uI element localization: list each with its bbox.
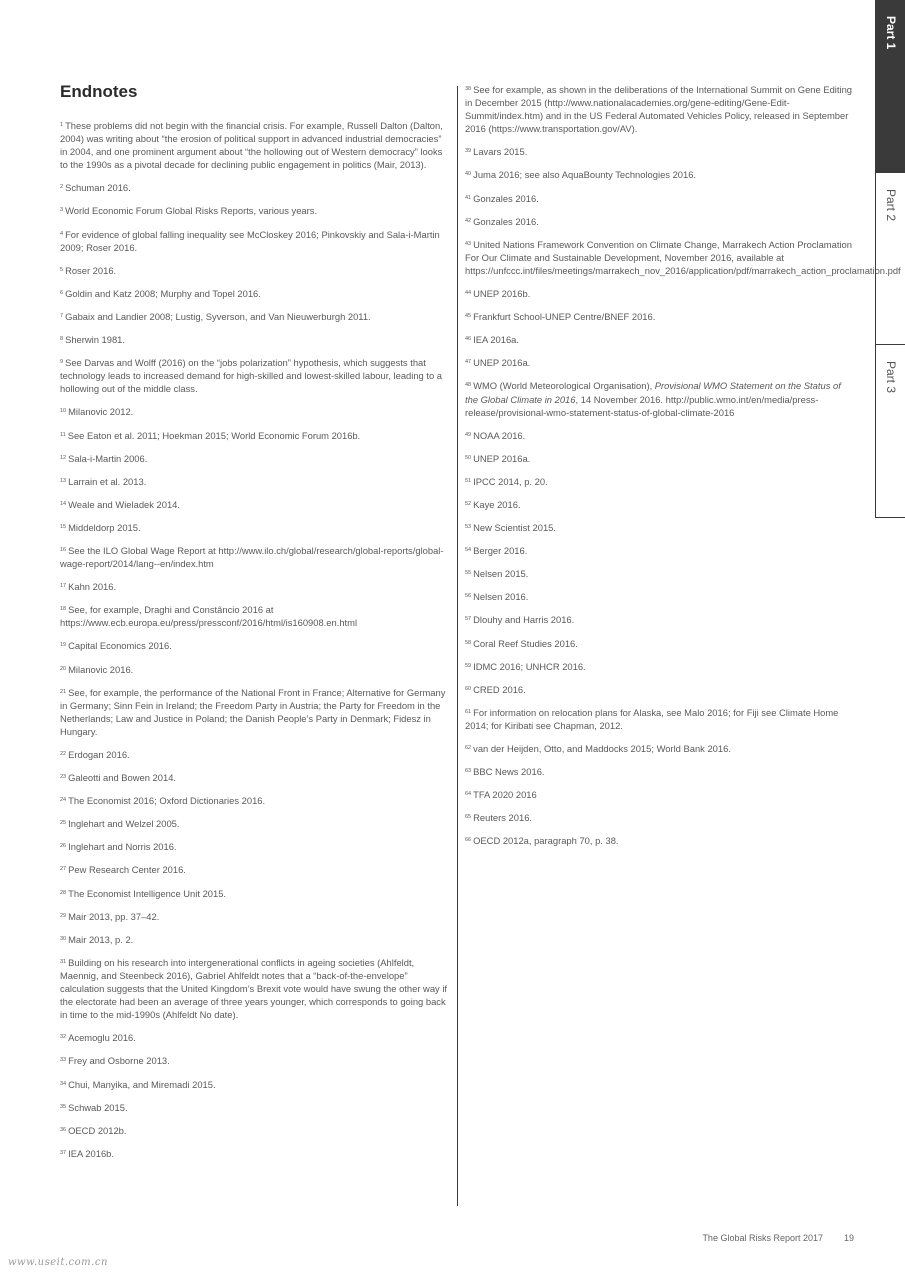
endnote-text: See the ILO Global Wage Report at http://www.ilo.ch/global/research/global-reports/global-wage-report/2014/lang--en/index.htm	[60, 544, 444, 570]
endnote-text: OECD 2012a, paragraph 70, p. 38.	[473, 835, 619, 847]
endnote-number: 11	[60, 431, 66, 438]
endnote-text: These problems did not begin with the financial crisis. For example, Russell Dalton (Dalton, 2004) was writing about “the erosion of political support in advanced industrial democracies” in 2004, and one prominent argument about “the hollowing out of Western democracy” looks to the 1990s as a pivotal decade for declining public engagement in politics (Mair, 2013).	[60, 120, 443, 171]
endnote-number: 23	[60, 774, 67, 781]
endnote-text: Roser 2016.	[65, 264, 117, 276]
endnote-text: The Economist 2016; Oxford Dictionaries 2016.	[68, 795, 266, 807]
endnote-number: 61	[465, 708, 472, 715]
endnote-44	[465, 287, 855, 300]
endnote-text: IEA 2016a.	[473, 334, 519, 346]
endnote-text: Building on his research into intergenerational conflicts in ageing societies (Ahlfeldt, Maennig, and Steenbeck 2016), Gabriel Ahlfeldt notes that a “back-of-the-envelope” calculation suggests that the United Kingdom’s Brexit vote would have swung the other way if the electorate had been an average of three years younger, which corresponds to going back in time to the mid-1990s (Ahlfeldt No date).	[60, 956, 448, 1021]
tab-part-2[interactable]	[875, 172, 905, 345]
endnote-64	[465, 788, 855, 801]
endnote-number: 13	[60, 477, 67, 484]
endnote-text: See for example, as shown in the deliberations of the International Summit on Gene Editing in December 2015 (http://www.nationalacademies.org/gene-editing/Gene-Edit-Summit/index.htm) and in the US Federal Automated Vehicles Policy, released in September 2016 (https://www.transportation.gov/AV).	[465, 84, 852, 135]
endnote-27	[60, 863, 450, 876]
endnote-42	[465, 215, 855, 228]
endnote-4	[60, 228, 450, 254]
page-title: Endnotes	[60, 82, 138, 101]
watermark: www.useit.com.cn	[8, 1257, 108, 1268]
endnote-46	[465, 333, 855, 346]
endnotes-left-column	[60, 119, 450, 1170]
endnote-number: 52	[465, 500, 472, 507]
tab-part-1[interactable]	[875, 0, 905, 172]
endnote-text: For information on relocation plans for Alaska, see Malo 2016; for Fiji see Climate Home 2014; for Kiribati see Chapman, 2012.	[465, 706, 839, 731]
endnote-17	[60, 580, 450, 593]
endnote-number: 18	[60, 606, 67, 613]
endnote-number: 46	[465, 336, 472, 343]
endnote-text: United Nations Framework Convention on Climate Change, Marrakech Action Proclamation For Our Climate and Sustainable Development, November 2016, available at https://unfccc.int/files/meetings/marrakech_nov_2016/application/pdf/marrakech_action_proclamation.pdf	[465, 238, 901, 276]
endnote-22	[60, 748, 450, 761]
endnote-text: UNEP 2016b.	[473, 288, 531, 300]
endnote-number: 44	[465, 290, 472, 297]
endnote-21	[60, 686, 450, 738]
endnote-7	[60, 310, 450, 323]
endnote-3	[60, 204, 450, 217]
endnote-number: 65	[465, 814, 472, 821]
endnote-text: Coral Reef Studies 2016.	[473, 637, 578, 649]
endnote-number: 34	[60, 1080, 67, 1087]
endnote-text: UNEP 2016a.	[473, 357, 531, 369]
endnote-number: 7	[60, 312, 64, 319]
endnote-number: 62	[465, 745, 472, 751]
endnote-12	[60, 452, 450, 465]
endnote-text: Mair 2013, p. 2.	[68, 933, 134, 945]
endnote-text: See Darvas and Wolff (2016) on the “jobs polarization” hypothesis, which suggests that technology leads to increased demand for high-skilled and lowest-skilled labour, leading to a hollowing out of the middle class.	[60, 357, 443, 395]
endnote-58	[465, 637, 855, 650]
endnote-52	[465, 498, 855, 511]
endnote-57	[465, 613, 855, 626]
endnote-text: Sala-i-Martin 2006.	[68, 452, 148, 464]
endnote-number: 22	[60, 751, 67, 757]
tab-part-3[interactable]	[875, 344, 905, 518]
endnote-26	[60, 840, 450, 853]
endnote-number: 1	[60, 122, 64, 128]
endnote-text: Nelsen 2015.	[473, 568, 529, 580]
endnote-text: Frey and Osborne 2013.	[68, 1055, 170, 1067]
endnote-14	[60, 498, 450, 511]
endnote-number: 40	[465, 171, 472, 178]
endnote-number: 12	[60, 454, 67, 461]
endnote-text: Schuman 2016.	[65, 182, 131, 194]
endnote-9	[60, 356, 450, 395]
endnote-text: Inglehart and Norris 2016.	[68, 841, 177, 853]
endnote-30	[60, 933, 450, 946]
endnote-number: 49	[465, 431, 472, 438]
endnote-number: 64	[465, 791, 472, 798]
endnote-43	[465, 238, 901, 277]
endnote-5	[60, 264, 450, 277]
endnote-text: Dlouhy and Harris 2016.	[473, 614, 575, 626]
endnote-number: 4	[60, 230, 64, 237]
endnote-number: 66	[465, 837, 472, 844]
endnote-text: See Eaton et al. 2011; Hoekman 2015; World Economic Forum 2016b.	[67, 429, 361, 441]
endnote-number: 21	[60, 688, 67, 695]
endnote-number: 47	[465, 359, 472, 366]
endnote-text: See, for example, the performance of the National Front in France; Alternative for Germany in Germany; Sinn Fein in Ireland; the Freedom Party in Austria; the Party for Freedom in the Netherlands; Law and Justice in Poland; the Danish People’s Party in Denmark; Fidesz in Hungary.	[60, 686, 446, 737]
endnote-number: 35	[60, 1103, 67, 1110]
endnote-number: 16	[60, 546, 67, 553]
endnote-text: Kaye 2016.	[473, 498, 521, 510]
endnote-39	[465, 145, 855, 158]
endnote-text: IDMC 2016; UNHCR 2016.	[473, 660, 586, 672]
endnote-number: 43	[465, 240, 472, 247]
endnote-number: 14	[60, 500, 67, 507]
endnote-text: Sherwin 1981.	[65, 334, 125, 346]
endnote-text: BBC News 2016.	[473, 766, 545, 778]
tab-part-2-label: Part 2	[884, 189, 898, 222]
endnote-text: New Scientist 2015.	[473, 522, 556, 534]
endnote-6	[60, 287, 450, 300]
column-divider	[457, 86, 458, 1206]
endnote-number: 6	[60, 289, 64, 296]
endnote-50	[465, 452, 855, 465]
endnote-19	[60, 639, 450, 652]
endnote-text: WMO (World Meteorological Organisation),	[473, 380, 655, 392]
endnote-text: Gabaix and Landier 2008; Lustig, Syverson, and Van Nieuwerburgh 2011.	[65, 310, 371, 322]
endnote-text: Milanovic 2016.	[68, 663, 134, 675]
endnote-13	[60, 475, 450, 488]
endnote-text: Goldin and Katz 2008; Murphy and Topel 2016.	[65, 287, 261, 299]
endnote-61	[465, 706, 855, 732]
endnote-number: 27	[60, 866, 67, 873]
endnote-text: Acemoglu 2016.	[68, 1032, 136, 1044]
footer-report-title: The Global Risks Report 2017	[702, 1233, 823, 1243]
endnote-number: 38	[465, 86, 472, 92]
endnote-number: 53	[465, 524, 472, 531]
endnote-37	[60, 1147, 450, 1160]
endnote-10	[60, 405, 450, 418]
endnote-text: Gonzales 2016.	[473, 215, 539, 227]
endnote-number: 50	[465, 454, 472, 461]
endnote-number: 57	[465, 616, 472, 623]
endnote-25	[60, 817, 450, 830]
endnote-number: 48	[465, 382, 472, 389]
endnote-text: Capital Economics 2016.	[68, 640, 172, 652]
endnote-text: CRED 2016.	[473, 683, 526, 695]
endnote-number: 26	[60, 843, 67, 850]
endnote-text: Milanovic 2012.	[68, 406, 134, 418]
endnote-56	[465, 590, 855, 603]
endnote-49	[465, 429, 855, 442]
endnote-8	[60, 333, 450, 346]
endnote-38	[465, 83, 855, 135]
endnote-15	[60, 521, 450, 534]
endnote-47	[465, 356, 855, 369]
endnote-text: Schwab 2015.	[68, 1101, 128, 1113]
endnote-text: Lavars 2015.	[473, 146, 528, 158]
endnote-24	[60, 794, 450, 807]
endnote-63	[465, 765, 855, 778]
endnote-2	[60, 181, 450, 194]
endnote-62	[465, 742, 855, 755]
endnote-32	[60, 1031, 450, 1044]
endnote-text: NOAA 2016.	[473, 429, 526, 441]
endnote-number: 59	[465, 662, 472, 669]
endnote-text: IEA 2016b.	[68, 1147, 114, 1159]
endnote-11	[60, 429, 450, 442]
endnote-59	[465, 660, 855, 673]
endnote-number: 5	[60, 266, 64, 273]
endnote-36	[60, 1124, 450, 1137]
endnote-number: 33	[60, 1057, 67, 1064]
endnote-text: UNEP 2016a.	[473, 452, 531, 464]
endnote-34	[60, 1078, 450, 1091]
endnote-number: 63	[465, 768, 472, 775]
endnote-text: Inglehart and Welzel 2005.	[68, 818, 180, 830]
endnote-text: For evidence of global falling inequality see McCloskey 2016; Pinkovskiy and Sala-i-Martin 2009; Roser 2016.	[60, 228, 440, 253]
endnote-number: 17	[60, 583, 67, 590]
endnote-text: Chui, Manyika, and Miremadi 2015.	[68, 1078, 216, 1090]
endnote-54	[465, 544, 855, 557]
endnote-text-cont: , 14 November 2016. http://public.wmo.int/en/media/press-release/provisional-wmo-statement-status-of-global-climate-2016	[465, 393, 819, 418]
endnote-number: 54	[465, 547, 472, 554]
tab-part-1-label: Part 1	[884, 16, 898, 50]
endnote-28	[60, 887, 450, 900]
tab-part-3-label: Part 3	[884, 361, 898, 394]
endnote-number: 2	[60, 184, 64, 191]
endnote-text: Berger 2016.	[473, 545, 528, 557]
endnote-text: Gonzales 2016.	[473, 192, 539, 204]
endnote-number: 36	[60, 1126, 67, 1133]
endnote-text: Reuters 2016.	[473, 812, 533, 824]
endnote-23	[60, 771, 450, 784]
endnote-number: 8	[60, 336, 64, 343]
endnote-66	[465, 834, 855, 847]
endnote-40	[465, 168, 855, 181]
endnote-48	[465, 379, 855, 418]
endnote-number: 19	[60, 642, 67, 649]
endnote-number: 29	[60, 912, 67, 919]
endnote-53	[465, 521, 855, 534]
page-number: 19	[843, 1233, 854, 1243]
endnote-text: Middeldorp 2015.	[68, 521, 141, 533]
endnote-51	[465, 475, 855, 488]
endnote-35	[60, 1101, 450, 1114]
endnote-italic-title: Provisional WMO Statement on the Status of the Global Climate in 2016	[465, 380, 841, 405]
endnote-text: Juma 2016; see also AquaBounty Technologies 2016.	[473, 169, 697, 181]
endnote-text: Weale and Wieladek 2014.	[68, 498, 181, 510]
endnote-text: van der Heijden, Otto, and Maddocks 2015; World Bank 2016.	[473, 743, 731, 754]
endnote-41	[465, 192, 855, 205]
endnote-18	[60, 603, 450, 629]
endnote-number: 60	[465, 685, 472, 692]
endnote-number: 42	[465, 217, 472, 224]
endnote-16	[60, 544, 450, 570]
endnote-number: 31	[60, 958, 67, 965]
endnote-33	[60, 1054, 450, 1067]
endnote-number: 45	[465, 313, 472, 320]
endnote-number: 51	[465, 477, 472, 484]
endnote-text: IPCC 2014, p. 20.	[473, 475, 548, 487]
endnote-45	[465, 310, 855, 323]
endnote-29	[60, 910, 450, 923]
endnote-65	[465, 811, 855, 824]
endnote-number: 39	[465, 148, 472, 155]
endnote-text: Nelsen 2016.	[473, 591, 529, 603]
endnote-text: Mair 2013, pp. 37–42.	[68, 910, 160, 922]
endnote-number: 55	[465, 570, 472, 577]
endnote-55	[465, 567, 855, 580]
endnote-text: Kahn 2016.	[68, 581, 117, 593]
endnote-number: 37	[60, 1149, 67, 1156]
endnote-number: 25	[60, 820, 67, 827]
endnote-number: 15	[60, 523, 67, 530]
endnote-text: Frankfurt School-UNEP Centre/BNEF 2016.	[473, 311, 656, 323]
endnote-text: The Economist Intelligence Unit 2015.	[68, 887, 227, 899]
endnote-number: 20	[60, 665, 67, 672]
endnote-31	[60, 956, 450, 1021]
endnote-text: Larrain et al. 2013.	[68, 475, 147, 487]
endnote-number: 56	[465, 593, 472, 600]
part-tabs	[875, 0, 905, 517]
endnote-number: 41	[465, 194, 472, 201]
endnote-20	[60, 663, 450, 676]
endnote-number: 58	[465, 639, 472, 646]
endnote-number: 28	[60, 889, 67, 896]
endnote-text: Pew Research Center 2016.	[68, 864, 186, 876]
endnote-text: TFA 2020 2016	[473, 789, 537, 801]
endnote-number: 30	[60, 935, 67, 942]
endnote-text: OECD 2012b.	[68, 1124, 127, 1136]
endnote-number: 9	[60, 359, 64, 366]
endnote-text: Erdogan 2016.	[68, 749, 130, 760]
endnote-number: 10	[60, 408, 67, 415]
endnote-60	[465, 683, 855, 696]
endnote-text: Galeotti and Bowen 2014.	[68, 772, 177, 784]
endnote-number: 32	[60, 1034, 67, 1041]
endnote-number: 24	[60, 797, 67, 804]
endnote-text: See, for example, Draghi and Constâncio 2016 at https://www.ecb.europa.eu/press/pressconf/2016/html/is160908.en.html	[60, 604, 358, 629]
endnote-1	[60, 119, 450, 171]
endnote-number: 3	[60, 207, 64, 214]
endnote-text: World Economic Forum Global Risks Reports, various years.	[65, 205, 318, 217]
